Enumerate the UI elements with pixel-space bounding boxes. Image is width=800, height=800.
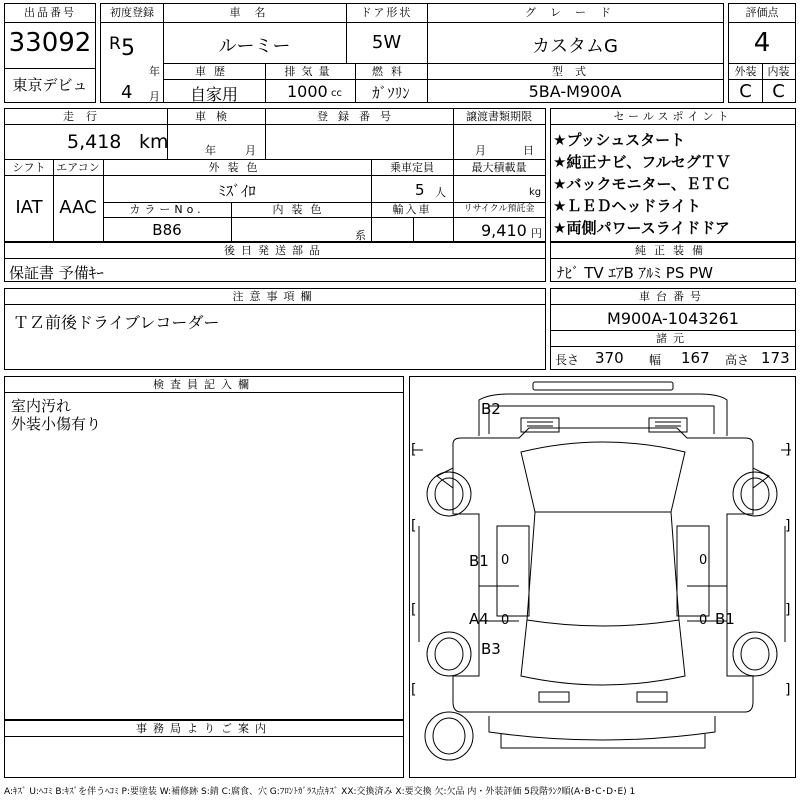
model-code: 5BA-M900A <box>528 82 622 101</box>
length: 370 <box>595 349 624 367</box>
transfer-day-unit: 日 <box>523 144 534 157</box>
notes-label: 注意事項欄 <box>232 290 318 303</box>
selling-point: ★純正ナビ、フルセグＴＶ <box>553 153 731 171</box>
score-label: 評価点 <box>745 6 779 19</box>
lot-label: 出品番号 <box>24 6 76 19</box>
inspector-label: 検査員記入欄 <box>153 378 255 391</box>
width: 167 <box>681 349 710 367</box>
shift-label: シフト <box>12 161 46 174</box>
zero-mark: 0 <box>699 553 708 568</box>
legend-footer: A:ｷｽﾞ U:ﾍｺﾐ B:ｷｽﾞを伴うﾍｺﾐ P:要塗装 W:補修跡 S:錆 C:腐食、穴 G:ﾌﾛﾝﾄｶﾞﾗｽ点ｷｽﾞ XX:交換済み X:要交換 欠:欠品 内・外装評価 5段階ﾗﾝｸ順(A･B･C･D･E) 1 <box>4 787 636 797</box>
inspector-note: 室内汚れ <box>11 397 72 415</box>
damage-mark: B3 <box>481 640 501 658</box>
car-damage-diagram <box>409 376 796 778</box>
chassis-box <box>550 288 796 370</box>
mileage-unit: km <box>139 131 169 153</box>
year-unit: 年 <box>149 65 160 78</box>
exterior-label: 外装 <box>734 65 757 78</box>
later-parts-box <box>4 242 546 282</box>
bracket-right: ] <box>785 682 791 698</box>
zero-mark: 0 <box>699 613 708 628</box>
equipment-label: 純正装備 <box>635 244 711 257</box>
inspection-year-unit: 年 <box>205 144 216 157</box>
notes-box <box>4 288 546 370</box>
import-label: 輸入車 <box>392 203 432 216</box>
door-label: ドア形状 <box>360 6 413 19</box>
zero-mark: 0 <box>501 613 510 628</box>
bracket-left: [ <box>411 682 417 698</box>
displacement-unit: cc <box>331 88 342 99</box>
later-parts-label: 後日発送部品 <box>224 244 326 257</box>
interior-label: 内装 <box>767 65 790 78</box>
score-box <box>728 3 796 103</box>
load-unit: kg <box>529 187 542 198</box>
office-label: 事務局よりご案内 <box>136 722 272 735</box>
selling-point: ★ＬＥＤヘッドライト <box>553 197 701 215</box>
car-name: ルーミー <box>218 36 291 57</box>
ac: AAC <box>59 197 97 218</box>
selling-point: ★両側パワースライドドア <box>553 219 730 237</box>
bracket-left: [ <box>411 442 417 458</box>
bracket-right: ] <box>785 602 791 618</box>
vehicle-info-box <box>100 3 724 103</box>
lot-box <box>4 3 96 103</box>
recycle-fee: 9,410 <box>481 221 527 240</box>
detail-box <box>4 108 546 242</box>
height: 173 <box>761 349 790 367</box>
damage-mark: B2 <box>481 400 501 418</box>
damage-mark: A4 <box>469 610 489 628</box>
ac-label: エアコン <box>56 161 100 174</box>
zero-mark: 0 <box>501 553 510 568</box>
later-parts: 保証書 予備ｷｰ <box>9 264 104 282</box>
inspector-box <box>4 376 404 720</box>
mileage: 5,418 <box>67 131 122 153</box>
bracket-left: [ <box>411 602 417 618</box>
color-no: B86 <box>152 221 182 239</box>
color-no-label: カラーNo. <box>129 203 205 216</box>
damage-mark: B1 <box>715 610 735 628</box>
load-label: 最大積載量 <box>471 161 527 174</box>
mileage-label: 走行 <box>63 110 109 123</box>
selling-points-label: セールスポイント <box>613 110 733 123</box>
interior-color-unit: 系 <box>355 229 366 242</box>
auction-name: 東京デビュ <box>12 76 88 94</box>
capacity-label: 乗車定員 <box>390 161 434 174</box>
fuel-label: 燃料 <box>372 65 410 78</box>
selling-points-box <box>550 108 796 242</box>
first-reg-label: 初度登録 <box>110 6 154 19</box>
inspection-month-unit: 月 <box>245 144 256 157</box>
history-label: 車歴 <box>195 65 233 78</box>
chassis-label: 車台番号 <box>639 290 707 303</box>
equipment: ﾅﾋﾞ TV ｴｱB ｱﾙﾐ PS PW <box>557 264 713 282</box>
grade: カスタムG <box>532 36 618 57</box>
era: R <box>109 34 121 54</box>
width-label: 幅 <box>649 353 662 367</box>
chassis-number: M900A-1043261 <box>607 309 739 328</box>
transfer-label: 譲渡書類期限 <box>466 110 532 123</box>
selling-point: ★バックモニター、ＥＴＣ <box>553 175 731 193</box>
shift: IAT <box>15 197 43 218</box>
notes: ＴＺ前後ドライブレコーダー <box>13 313 220 332</box>
exterior-color: ﾐｽﾞｲﾛ <box>218 182 256 200</box>
recycle-unit: 円 <box>531 227 542 240</box>
car-name-label: 車名 <box>229 6 280 19</box>
grade-label: グレード <box>525 6 625 19</box>
fuel: ｶﾞｿﾘﾝ <box>372 84 410 102</box>
color-label: 外装色 <box>208 161 266 174</box>
model-label: 型式 <box>552 65 598 78</box>
plate-label: 登録番号 <box>317 110 401 123</box>
history: 自家用 <box>189 85 238 104</box>
height-label: 高さ <box>725 353 750 367</box>
inspector-note: 外装小傷有り <box>11 415 102 433</box>
door-type: 5W <box>371 32 402 53</box>
exterior-score: C <box>739 81 752 102</box>
capacity-unit: 人 <box>435 186 446 199</box>
transfer-month-unit: 月 <box>475 144 486 157</box>
overall-score: 4 <box>753 28 771 58</box>
month-unit: 月 <box>149 90 160 103</box>
displacement-label: 排気量 <box>284 65 336 78</box>
inspection-label: 車検 <box>195 110 237 123</box>
length-label: 長さ <box>555 353 580 367</box>
bracket-right: ] <box>785 442 791 458</box>
lot-number: 33092 <box>8 28 92 58</box>
equipment-box <box>550 242 796 282</box>
interior-score: C <box>772 81 785 102</box>
bracket-right: ] <box>785 518 791 534</box>
capacity: 5 <box>415 181 425 199</box>
office-box <box>4 720 404 778</box>
recycle-label: リサイクル預託金 <box>463 204 535 214</box>
reg-month: 4 <box>121 82 133 103</box>
displacement: 1000 <box>287 82 328 101</box>
selling-point: ★プッシュスタート <box>553 131 686 149</box>
damage-mark: B1 <box>469 552 489 570</box>
dimensions-label: 諸元 <box>656 332 690 345</box>
interior-color-label: 内装色 <box>272 203 330 216</box>
reg-year: 5 <box>121 36 135 61</box>
bracket-left: [ <box>411 518 417 534</box>
